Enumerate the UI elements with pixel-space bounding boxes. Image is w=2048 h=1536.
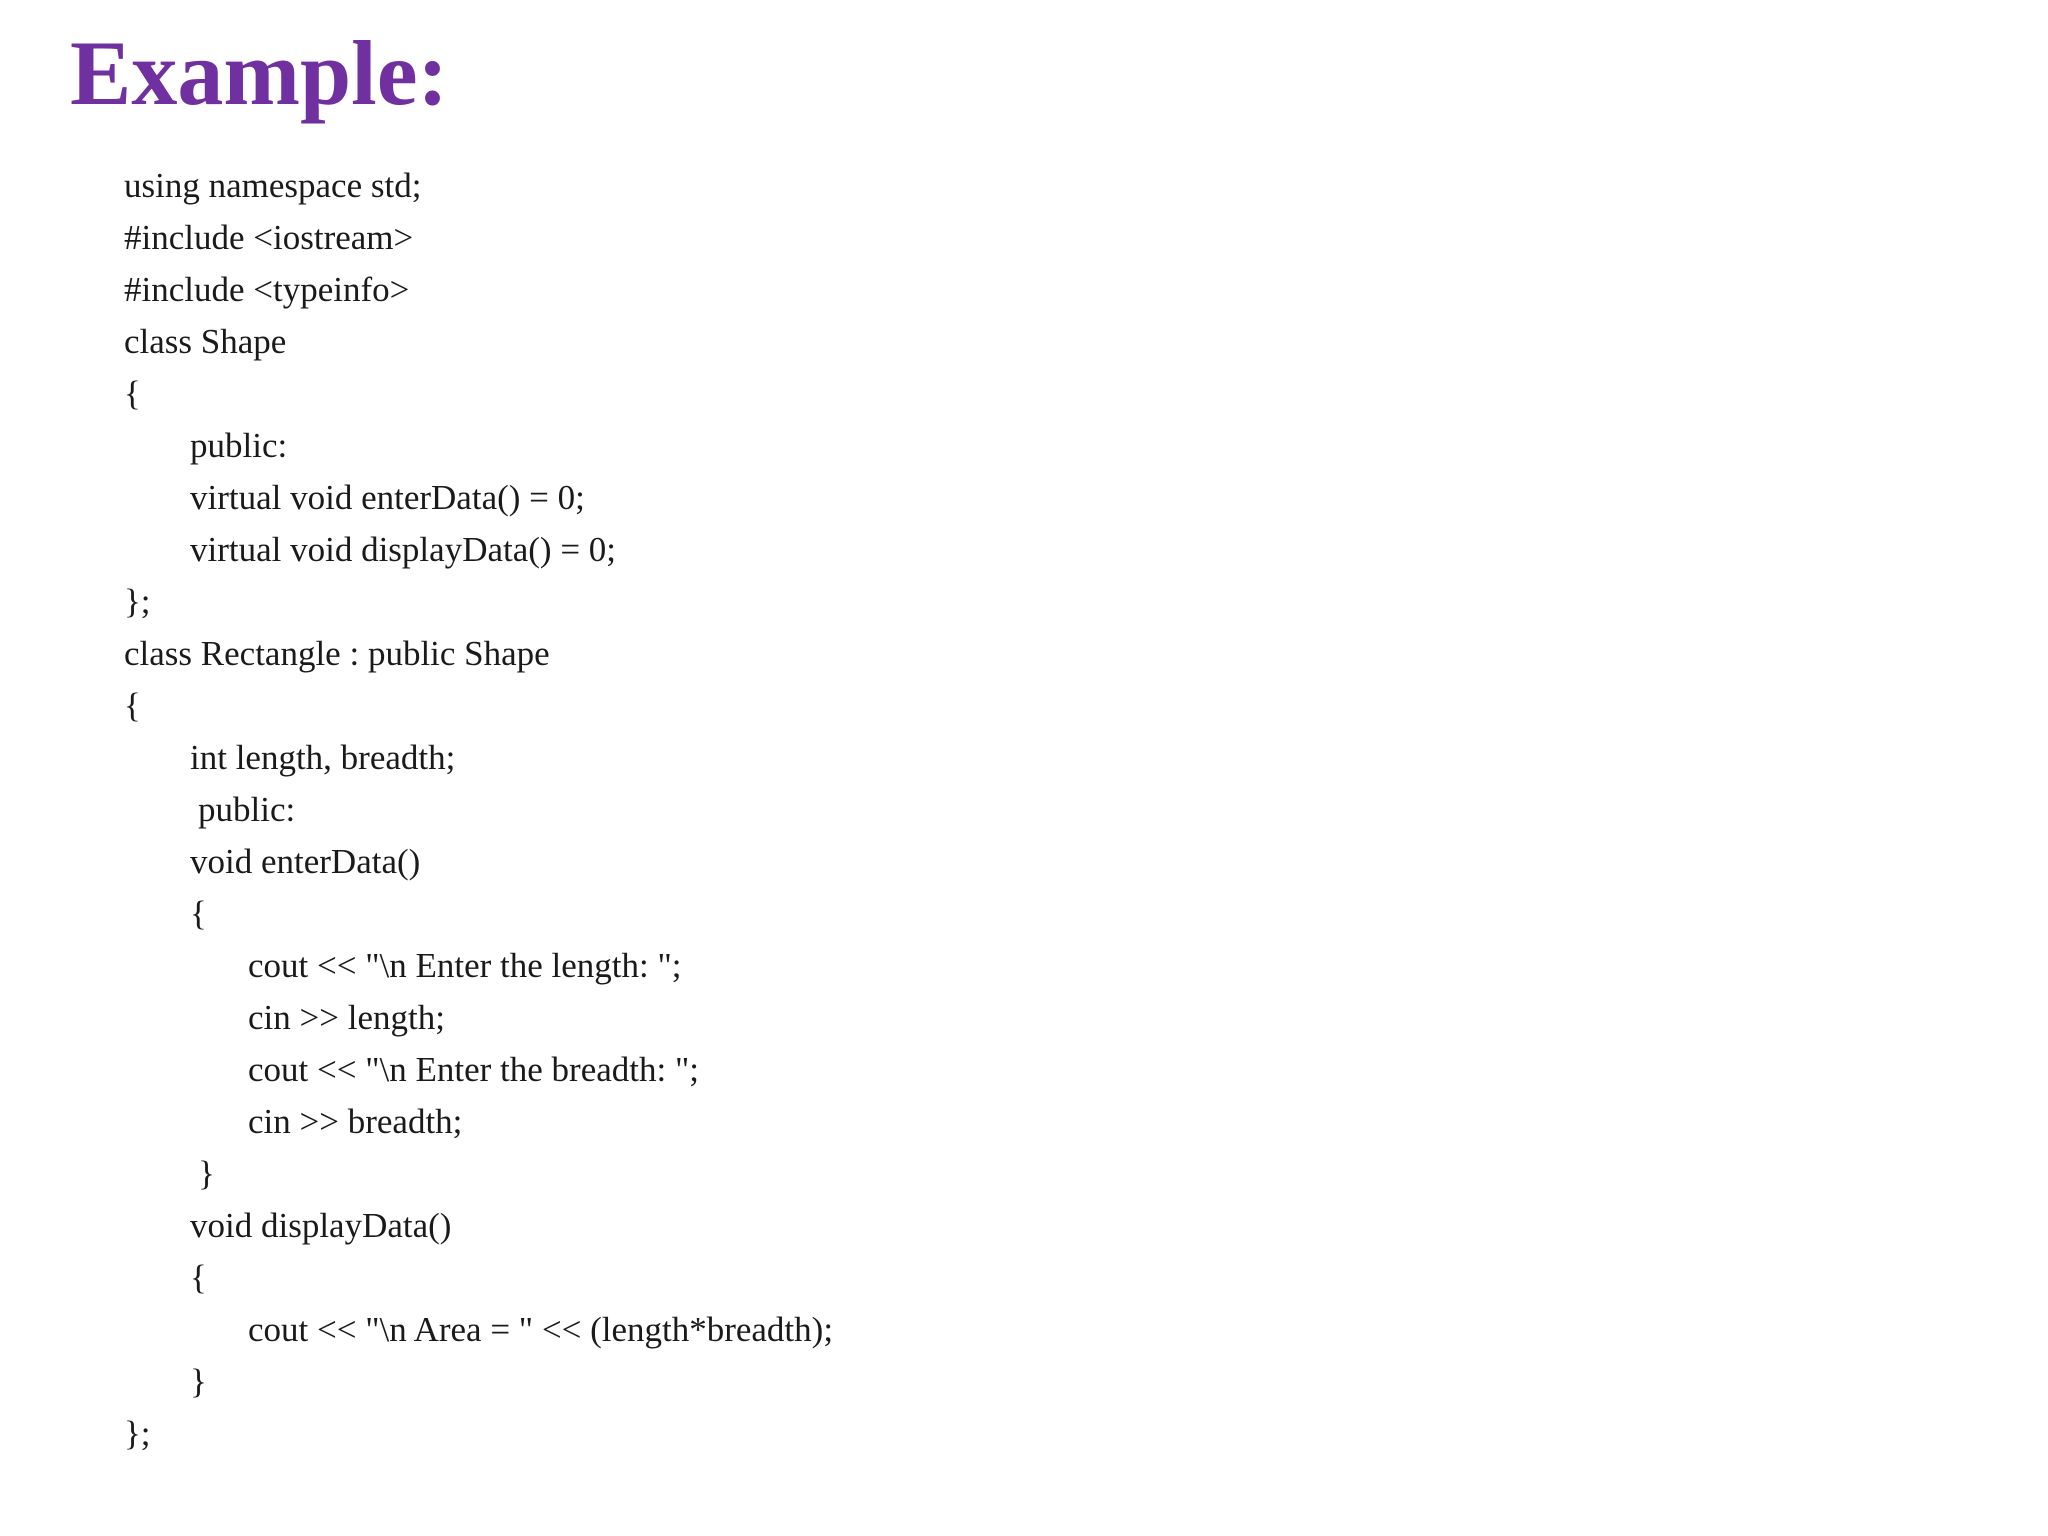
code-line: virtual void enterData() = 0;	[190, 478, 585, 517]
code-line: {	[124, 686, 141, 725]
code-line: class Shape	[124, 322, 287, 361]
code-line: {	[190, 894, 207, 933]
code-block	[124, 160, 833, 1460]
code-line: {	[190, 1258, 207, 1297]
code-line: class Rectangle : public Shape	[124, 634, 550, 673]
code-line: };	[124, 582, 151, 621]
code-line: cout << "\n Enter the length: ";	[248, 946, 682, 985]
code-line: void displayData()	[190, 1206, 452, 1245]
code-line: {	[124, 374, 141, 413]
code-line: cout << "\n Area = " << (length*breadth);	[248, 1310, 834, 1349]
code-line: int length, breadth;	[190, 738, 456, 777]
code-line: public:	[190, 426, 288, 465]
code-line: using namespace std;	[124, 166, 422, 205]
code-line: public:	[198, 790, 296, 829]
code-line: cin >> length;	[248, 998, 445, 1037]
code-line: cin >> breadth;	[248, 1102, 463, 1141]
code-line: }	[198, 1154, 215, 1193]
code-line: };	[124, 1414, 151, 1453]
code-line: virtual void displayData() = 0;	[190, 530, 617, 569]
slide-title: Example:	[70, 22, 449, 124]
code-line: void enterData()	[190, 842, 421, 881]
code-line: #include <iostream>	[124, 218, 414, 257]
code-line: }	[190, 1362, 207, 1401]
code-line: cout << "\n Enter the breadth: ";	[248, 1050, 699, 1089]
code-line: #include <typeinfo>	[124, 270, 410, 309]
